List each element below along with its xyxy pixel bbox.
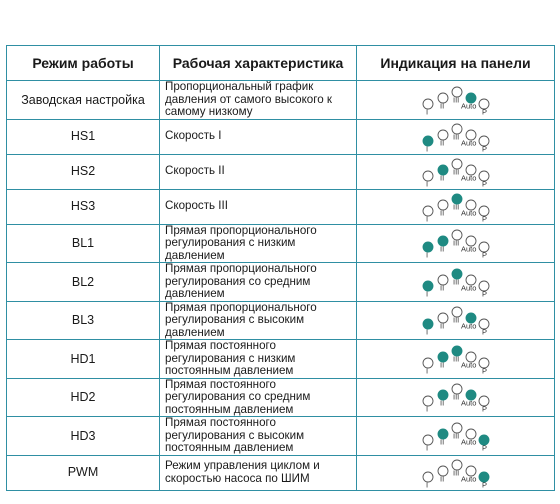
indicator-panel (420, 155, 492, 189)
indicator-label: P (481, 404, 487, 414)
indicator-label: Auto (460, 283, 476, 293)
indicator-label: II (439, 437, 444, 447)
indication-cell (357, 301, 555, 340)
indicator-label: III (452, 431, 459, 441)
indicator-label: P (481, 214, 487, 223)
indicator-label: I (425, 107, 428, 117)
indicator-label: II (439, 173, 444, 182)
indicator-label: II (439, 138, 444, 147)
indicator-label: Auto (460, 398, 476, 408)
indicator-label: Auto (460, 474, 476, 483)
description-cell: Скорость II (160, 154, 357, 189)
indication-cell (357, 455, 555, 490)
indicator-label: I (425, 214, 428, 223)
indicator-panel (420, 342, 492, 376)
mode-cell: Заводская настройка (7, 81, 160, 120)
indicator-label: II (439, 208, 444, 217)
indicator-label: I (425, 250, 428, 260)
mode-cell: HD2 (7, 378, 160, 417)
indicator-panel (420, 419, 492, 453)
table-row (7, 224, 555, 263)
mode-cell: BL1 (7, 224, 160, 263)
table-row (7, 378, 555, 417)
indication-cell (357, 417, 555, 456)
table-body (7, 81, 555, 491)
description-cell: Скорость III (160, 189, 357, 224)
description-cell: Прямая постоянного регулирования со средним постоянным давлением (160, 378, 357, 417)
description-cell: Прямая пропорционального регулирования со средним давлением (160, 263, 357, 302)
indicator-label: III (452, 167, 459, 176)
indicator-label: Auto (460, 437, 476, 447)
indicator-label: P (481, 289, 487, 299)
table-row (7, 189, 555, 224)
indicator-label: Auto (460, 101, 476, 111)
header-description: Рабочая характеристика (160, 46, 357, 81)
mode-cell: HD3 (7, 417, 160, 456)
indicator-label: III (452, 354, 459, 364)
mode-table (6, 45, 555, 491)
indicator-panel (420, 226, 492, 260)
indicator-label: III (452, 132, 459, 141)
header-indication: Индикация на панели (357, 46, 555, 81)
table-row (7, 119, 555, 154)
indicator-panel (420, 83, 492, 117)
indicator-panel (420, 303, 492, 337)
indicator-label: P (481, 443, 487, 453)
mode-cell: BL3 (7, 301, 160, 340)
indicator-label: P (481, 366, 487, 376)
indication-cell (357, 119, 555, 154)
indication-cell (357, 263, 555, 302)
indication-cell (357, 189, 555, 224)
indicator-label: II (439, 283, 444, 293)
indicator-label: III (452, 277, 459, 287)
indicator-label: I (425, 144, 428, 153)
indicator-label: Auto (460, 138, 476, 147)
indicator-label: II (439, 244, 444, 254)
mode-cell: PWM (7, 455, 160, 490)
table-row (7, 81, 555, 120)
indicator-label: P (481, 107, 487, 117)
indicator-label: I (425, 443, 428, 453)
description-cell: Прямая пропорционального регулирования с низким давлением (160, 224, 357, 263)
mode-cell: HS1 (7, 119, 160, 154)
indicator-label: III (452, 392, 459, 402)
indicator-label: II (439, 398, 444, 408)
indicator-label: I (425, 289, 428, 299)
indicator-panel (420, 380, 492, 414)
indicator-label: P (481, 250, 487, 260)
indicator-label: III (452, 315, 459, 325)
mode-cell: HS2 (7, 154, 160, 189)
mode-cell: HS3 (7, 189, 160, 224)
indicator-label: I (425, 179, 428, 188)
indicator-label: Auto (460, 360, 476, 370)
description-cell: Прямая постоянного регулирования с низким постоянным давлением (160, 340, 357, 379)
description-cell: Прямая пропорционального регулирования с высоким давлением (160, 301, 357, 340)
indicator-label: Auto (460, 244, 476, 254)
table-row (7, 417, 555, 456)
table-row (7, 455, 555, 490)
indicator-label: III (452, 238, 459, 248)
description-cell: Прямая постоянного регулирования с высоким постоянным давлением (160, 417, 357, 456)
description-cell: Пропорциональный график давления от самого высокого к самому низкому (160, 81, 357, 120)
indicator-panel (420, 265, 492, 299)
mode-cell: HD1 (7, 340, 160, 379)
indicator-label: Auto (460, 173, 476, 182)
table-row (7, 154, 555, 189)
header-mode: Режим работы (7, 46, 160, 81)
indicator-label: Auto (460, 208, 476, 217)
indicator-panel (420, 190, 492, 224)
indication-cell (357, 81, 555, 120)
indicator-panel (420, 456, 492, 490)
indication-cell (357, 378, 555, 417)
indicator-label: III (452, 95, 459, 105)
indicator-label: Auto (460, 321, 476, 331)
indicator-label: II (439, 360, 444, 370)
header-row (7, 46, 555, 81)
description-cell: Режим управления циклом и скоростью насоса по ШИМ (160, 455, 357, 490)
indicator-label: I (425, 480, 428, 489)
indicator-label: III (452, 468, 459, 477)
indication-cell (357, 340, 555, 379)
indication-cell (357, 154, 555, 189)
mode-cell: BL2 (7, 263, 160, 302)
indicator-label: I (425, 327, 428, 337)
indicator-label: II (439, 101, 444, 111)
indicator-label: P (481, 480, 487, 489)
table-row (7, 340, 555, 379)
indicator-label: P (481, 144, 487, 153)
indication-cell (357, 224, 555, 263)
table-row (7, 301, 555, 340)
indicator-label: I (425, 404, 428, 414)
indicator-label: III (452, 202, 459, 211)
indicator-panel (420, 120, 492, 154)
description-cell: Скорость I (160, 119, 357, 154)
indicator-label: II (439, 474, 444, 483)
indicator-label: I (425, 366, 428, 376)
table-row (7, 263, 555, 302)
indicator-label: P (481, 327, 487, 337)
indicator-label: P (481, 179, 487, 188)
indicator-label: II (439, 321, 444, 331)
